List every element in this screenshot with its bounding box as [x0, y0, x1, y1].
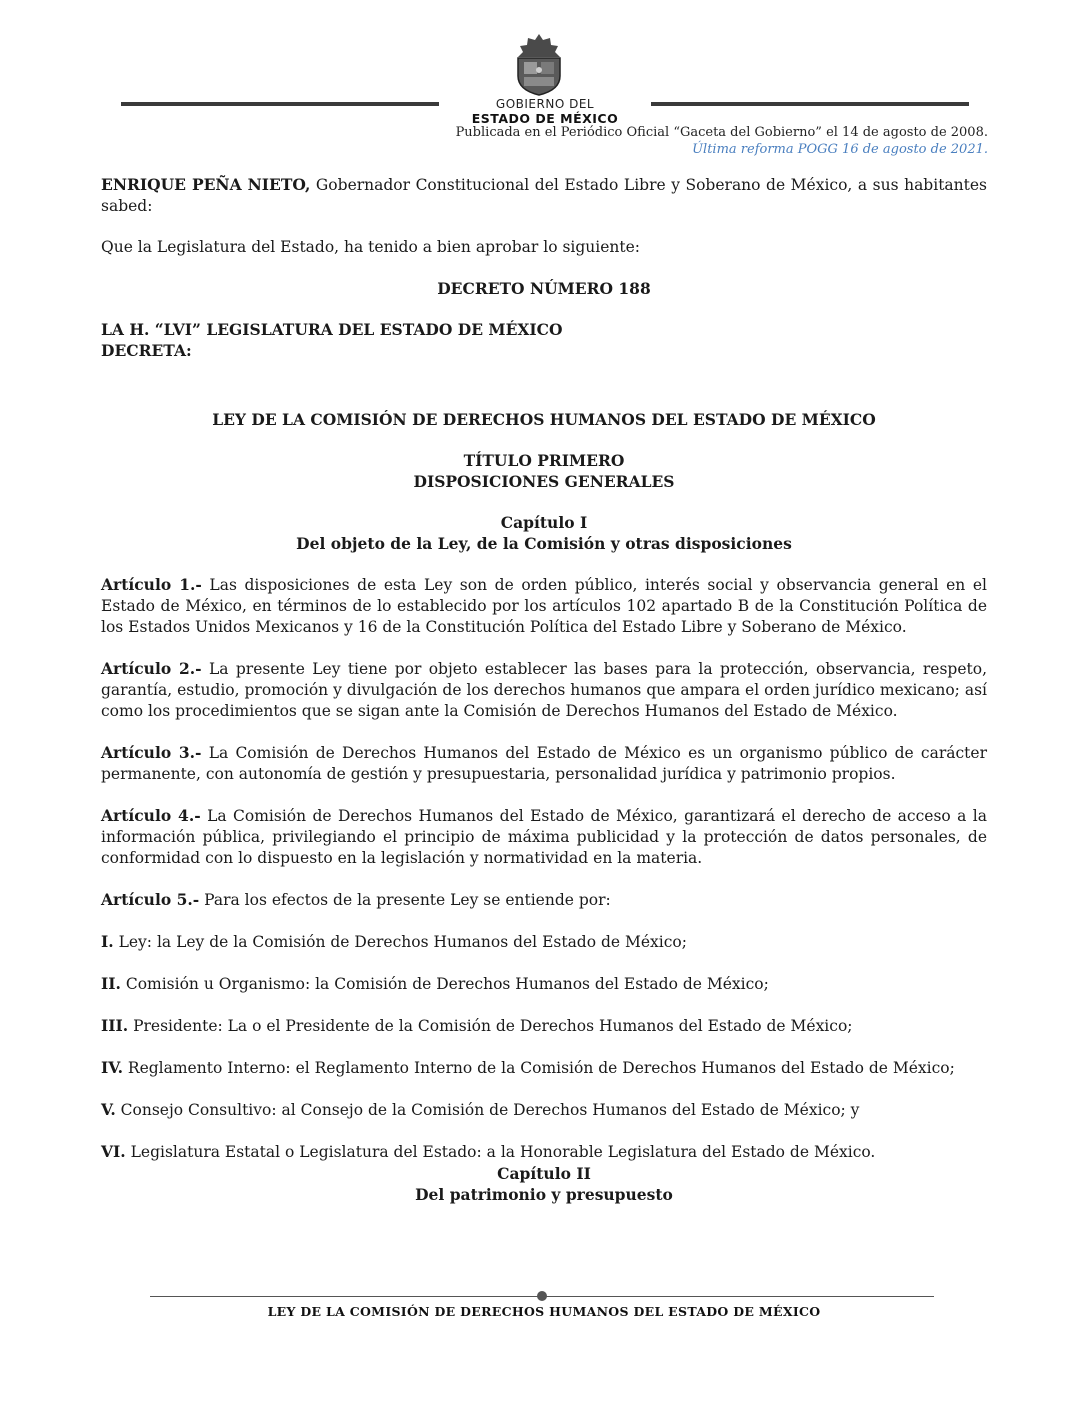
decreta-label: DECRETA:	[101, 341, 192, 360]
chapter-name: Del objeto de la Ley, de la Comisión y otras disposiciones	[296, 534, 792, 553]
law-title: LEY DE LA COMISIÓN DE DERECHOS HUMANOS DEL ESTADO DE MÉXICO	[212, 410, 876, 429]
publication-note: Publicada en el Periódico Oficial “Gaceta del Gobierno” el 14 de agosto de 2008.	[455, 125, 988, 140]
definition-item	[101, 1099, 987, 1121]
article-text: La presente Ley tiene por objeto establecer las bases para la protección, observancia, respeto, garantía, estudio, promoción y divulgación de los derechos humanos que ampara el orden jurídico mexicano; así como los procedimientos que se sigan ante la Comisión de Derechos Humanos del Estado de México.	[101, 660, 987, 720]
article-1	[101, 574, 987, 638]
definition-text: Legislatura Estatal o Legislatura del Estado: a la Honorable Legislatura del Estado de México.	[125, 1143, 876, 1161]
decree-number: DECRETO NÚMERO 188	[437, 279, 651, 298]
article-5	[101, 889, 987, 911]
article-3	[101, 742, 987, 785]
intro-paragraph	[101, 174, 987, 217]
definition-item	[101, 973, 987, 995]
definition-item	[101, 1015, 987, 1037]
definition-item	[101, 1141, 987, 1163]
government-label-line2: ESTADO DE MÉXICO	[471, 111, 619, 126]
article-label: Artículo 1.-	[101, 575, 202, 594]
definition-label: I.	[101, 932, 114, 951]
definition-text: Reglamento Interno: el Reglamento Interno de la Comisión de Derechos Humanos del Estado de México;	[122, 1059, 955, 1077]
legislature-line: LA H. “LVI” LEGISLATURA DEL ESTADO DE MÉXICO	[101, 320, 563, 339]
chapter-2-name: Del patrimonio y presupuesto	[415, 1185, 673, 1204]
title-heading	[101, 450, 987, 492]
article-label: Artículo 2.-	[101, 659, 202, 678]
article-text: La Comisión de Derechos Humanos del Estado de México, garantizará el derecho de acceso a la información pública, privilegiando el principio de máxima publicidad y la protección de datos personales, de conformidad con lo dispuesto en la legislación y normatividad en la materia.	[101, 807, 987, 867]
header-rule-right	[651, 102, 969, 106]
governor-name: ENRIQUE PEÑA NIETO,	[101, 175, 311, 194]
header-rule-left	[121, 102, 439, 106]
definition-text: Presidente: La o el Presidente de la Comisión de Derechos Humanos del Estado de México;	[128, 1017, 853, 1035]
article-2	[101, 658, 987, 722]
definition-text: Consejo Consultivo: al Consejo de la Comisión de Derechos Humanos del Estado de México; y	[115, 1101, 860, 1119]
government-label-line1: GOBIERNO DEL	[495, 97, 595, 111]
governor-text: Gobernador Constitucional del Estado Libre y Soberano de México, a sus habitantes sabed:	[101, 176, 987, 215]
definition-label: IV.	[101, 1058, 123, 1077]
article-text: Para los efectos de la presente Ley se entiende por:	[199, 891, 611, 909]
definition-text: Comisión u Organismo: la Comisión de Derechos Humanos del Estado de México;	[120, 975, 769, 993]
chapter-label: Capítulo I	[500, 513, 588, 532]
chapter-heading	[101, 512, 987, 554]
document-body	[101, 174, 987, 1205]
article-label: Artículo 4.-	[101, 806, 201, 825]
footer-dot	[537, 1291, 547, 1301]
legislature-paragraph: Que la Legislatura del Estado, ha tenido a bien aprobar lo siguiente:	[101, 238, 641, 256]
definition-label: II.	[101, 974, 121, 993]
definition-label: VI.	[101, 1142, 126, 1161]
title-name: DISPOSICIONES GENERALES	[413, 472, 675, 491]
article-4	[101, 805, 987, 869]
footer-law-title: LEY DE LA COMISIÓN DE DERECHOS HUMANOS DEL ESTADO DE MÉXICO	[267, 1304, 821, 1319]
definition-text: Ley: la Ley de la Comisión de Derechos Humanos del Estado de México;	[113, 933, 687, 951]
article-label: Artículo 5.-	[101, 890, 200, 909]
definition-item	[101, 1057, 987, 1079]
last-reform-note: Última reforma POGG 16 de agosto de 2021.	[692, 142, 988, 157]
estado-de-mexico-seal-icon	[510, 32, 568, 96]
definition-item	[101, 931, 987, 953]
definition-label: V.	[101, 1100, 116, 1119]
article-text: La Comisión de Derechos Humanos del Estado de México es un organismo público de carácter permanente, con autonomía de gestión y presupuestaria, personalidad jurídica y patrimonio propios.	[101, 744, 987, 783]
article-label: Artículo 3.-	[101, 743, 202, 762]
legislature-heading	[101, 319, 987, 361]
article-text: Las disposiciones de esta Ley son de orden público, interés social y observancia general en el Estado de México, en términos de lo establecido por los artículos 102 apartado B de la Constitución Política de los Estados Unidos Mexicanos y 16 de la Constitución Política del Estado Libre y Soberano de México.	[101, 576, 987, 636]
title-label: TÍTULO PRIMERO	[463, 451, 625, 470]
chapter-2-label: Capítulo II	[497, 1164, 591, 1183]
page-header	[0, 0, 1088, 160]
chapter-2-heading	[101, 1163, 987, 1205]
definition-label: III.	[101, 1016, 129, 1035]
